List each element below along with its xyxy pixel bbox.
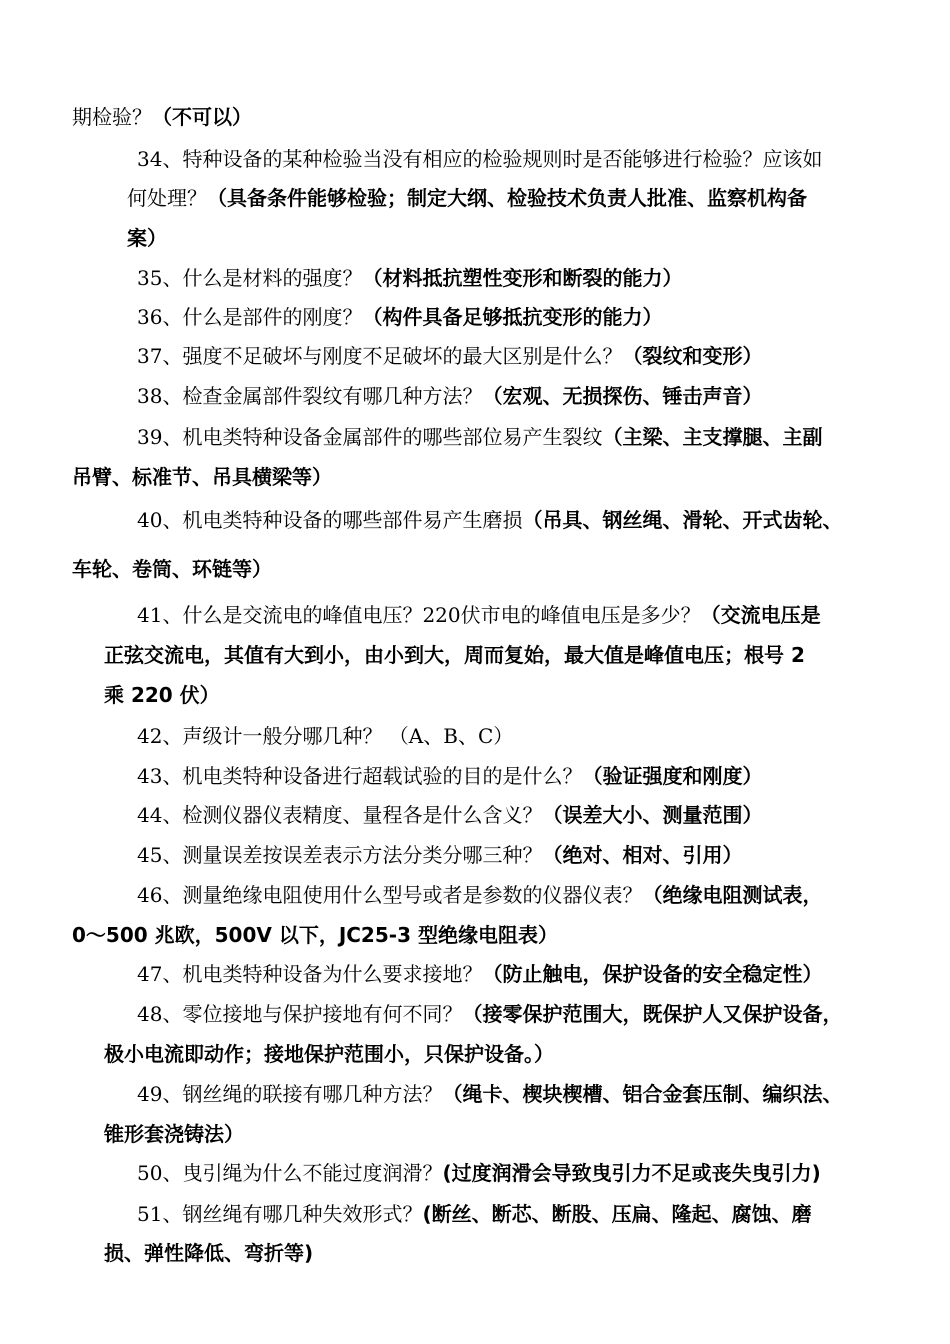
text-line: 35、什么是材料的强度？（材料抵抗塑性变形和断裂的能力） <box>137 266 683 290</box>
text-line: 37、强度不足破坏与刚度不足破坏的最大区别是什么？（裂纹和变形） <box>137 344 763 368</box>
text-line: 0～500 兆欧，500V 以下，JC25-3 型绝缘电阻表） <box>72 923 558 947</box>
text-line: 49、钢丝绳的联接有哪几种方法？（绳卡、楔块楔槽、铝合金套压制、编织法、 <box>137 1082 843 1106</box>
text-line: 38、检查金属部件裂纹有哪几种方法？（宏观、无损探伤、锤击声音） <box>137 384 763 408</box>
text-line: 43、机电类特种设备进行超载试验的目的是什么？（验证强度和刚度） <box>137 764 763 788</box>
text-line: 44、检测仪器仪表精度、量程各是什么含义？（误差大小、测量范围） <box>137 803 763 827</box>
text-line: 45、测量误差按误差表示方法分类分哪三种？（绝对、相对、引用） <box>137 843 743 867</box>
text-line: 40、机电类特种设备的哪些部件易产生磨损（吊具、钢丝绳、滑轮、开式齿轮、 <box>137 508 843 532</box>
text-line: 锥形套浇铸法） <box>104 1122 244 1146</box>
text-line: 34、特种设备的某种检验当没有相应的检验规则时是否能够进行检验？应该如 <box>137 147 823 171</box>
text-line: 极小电流即动作；接地保护范围小，只保护设备。） <box>104 1042 554 1066</box>
text-line: 50、曳引绳为什么不能过度润滑？(过度润滑会导致曳引力不足或丧失曳引力) <box>137 1161 821 1185</box>
text-line: 车轮、卷筒、环链等） <box>72 557 272 581</box>
text-line: 41、什么是交流电的峰值电压？220伏市电的峰值电压是多少？（交流电压是 <box>137 603 821 627</box>
text-line: 47、机电类特种设备为什么要求接地？（防止触电，保护设备的安全稳定性） <box>137 962 823 986</box>
text-line: 案） <box>127 226 167 250</box>
text-line: 42、声级计一般分哪几种？ （A、B、C） <box>137 724 514 748</box>
text-line: 48、零位接地与保护接地有何不同？（接零保护范围大，既保护人又保护设备， <box>137 1002 843 1026</box>
text-line: 正弦交流电，其值有大到小，由小到大，周而复始，最大值是峰值电压；根号 2 <box>104 643 805 667</box>
text-line: 51、钢丝绳有哪几种失效形式？(断丝、断芯、断股、压扁、隆起、腐蚀、磨 <box>137 1202 812 1226</box>
text-line: 吊臂、标准节、吊具横梁等） <box>72 465 332 489</box>
text-line: 46、测量绝缘电阻使用什么型号或者是参数的仪器仪表？（绝缘电阻测试表， <box>137 883 823 907</box>
text-line: 何处理？（具备条件能够检验；制定大纲、检验技术负责人批准、监察机构备 <box>127 186 807 210</box>
text-line: 36、什么是部件的刚度？（构件具备足够抵抗变形的能力） <box>137 305 663 329</box>
text-line: 39、机电类特种设备金属部件的哪些部位易产生裂纹（主梁、主支撑腿、主副 <box>137 425 823 449</box>
text-line: 期检验？（不可以） <box>72 105 252 129</box>
text-line: 乘 220 伏） <box>104 683 220 707</box>
text-line: 损、弹性降低、弯折等) <box>104 1241 314 1265</box>
